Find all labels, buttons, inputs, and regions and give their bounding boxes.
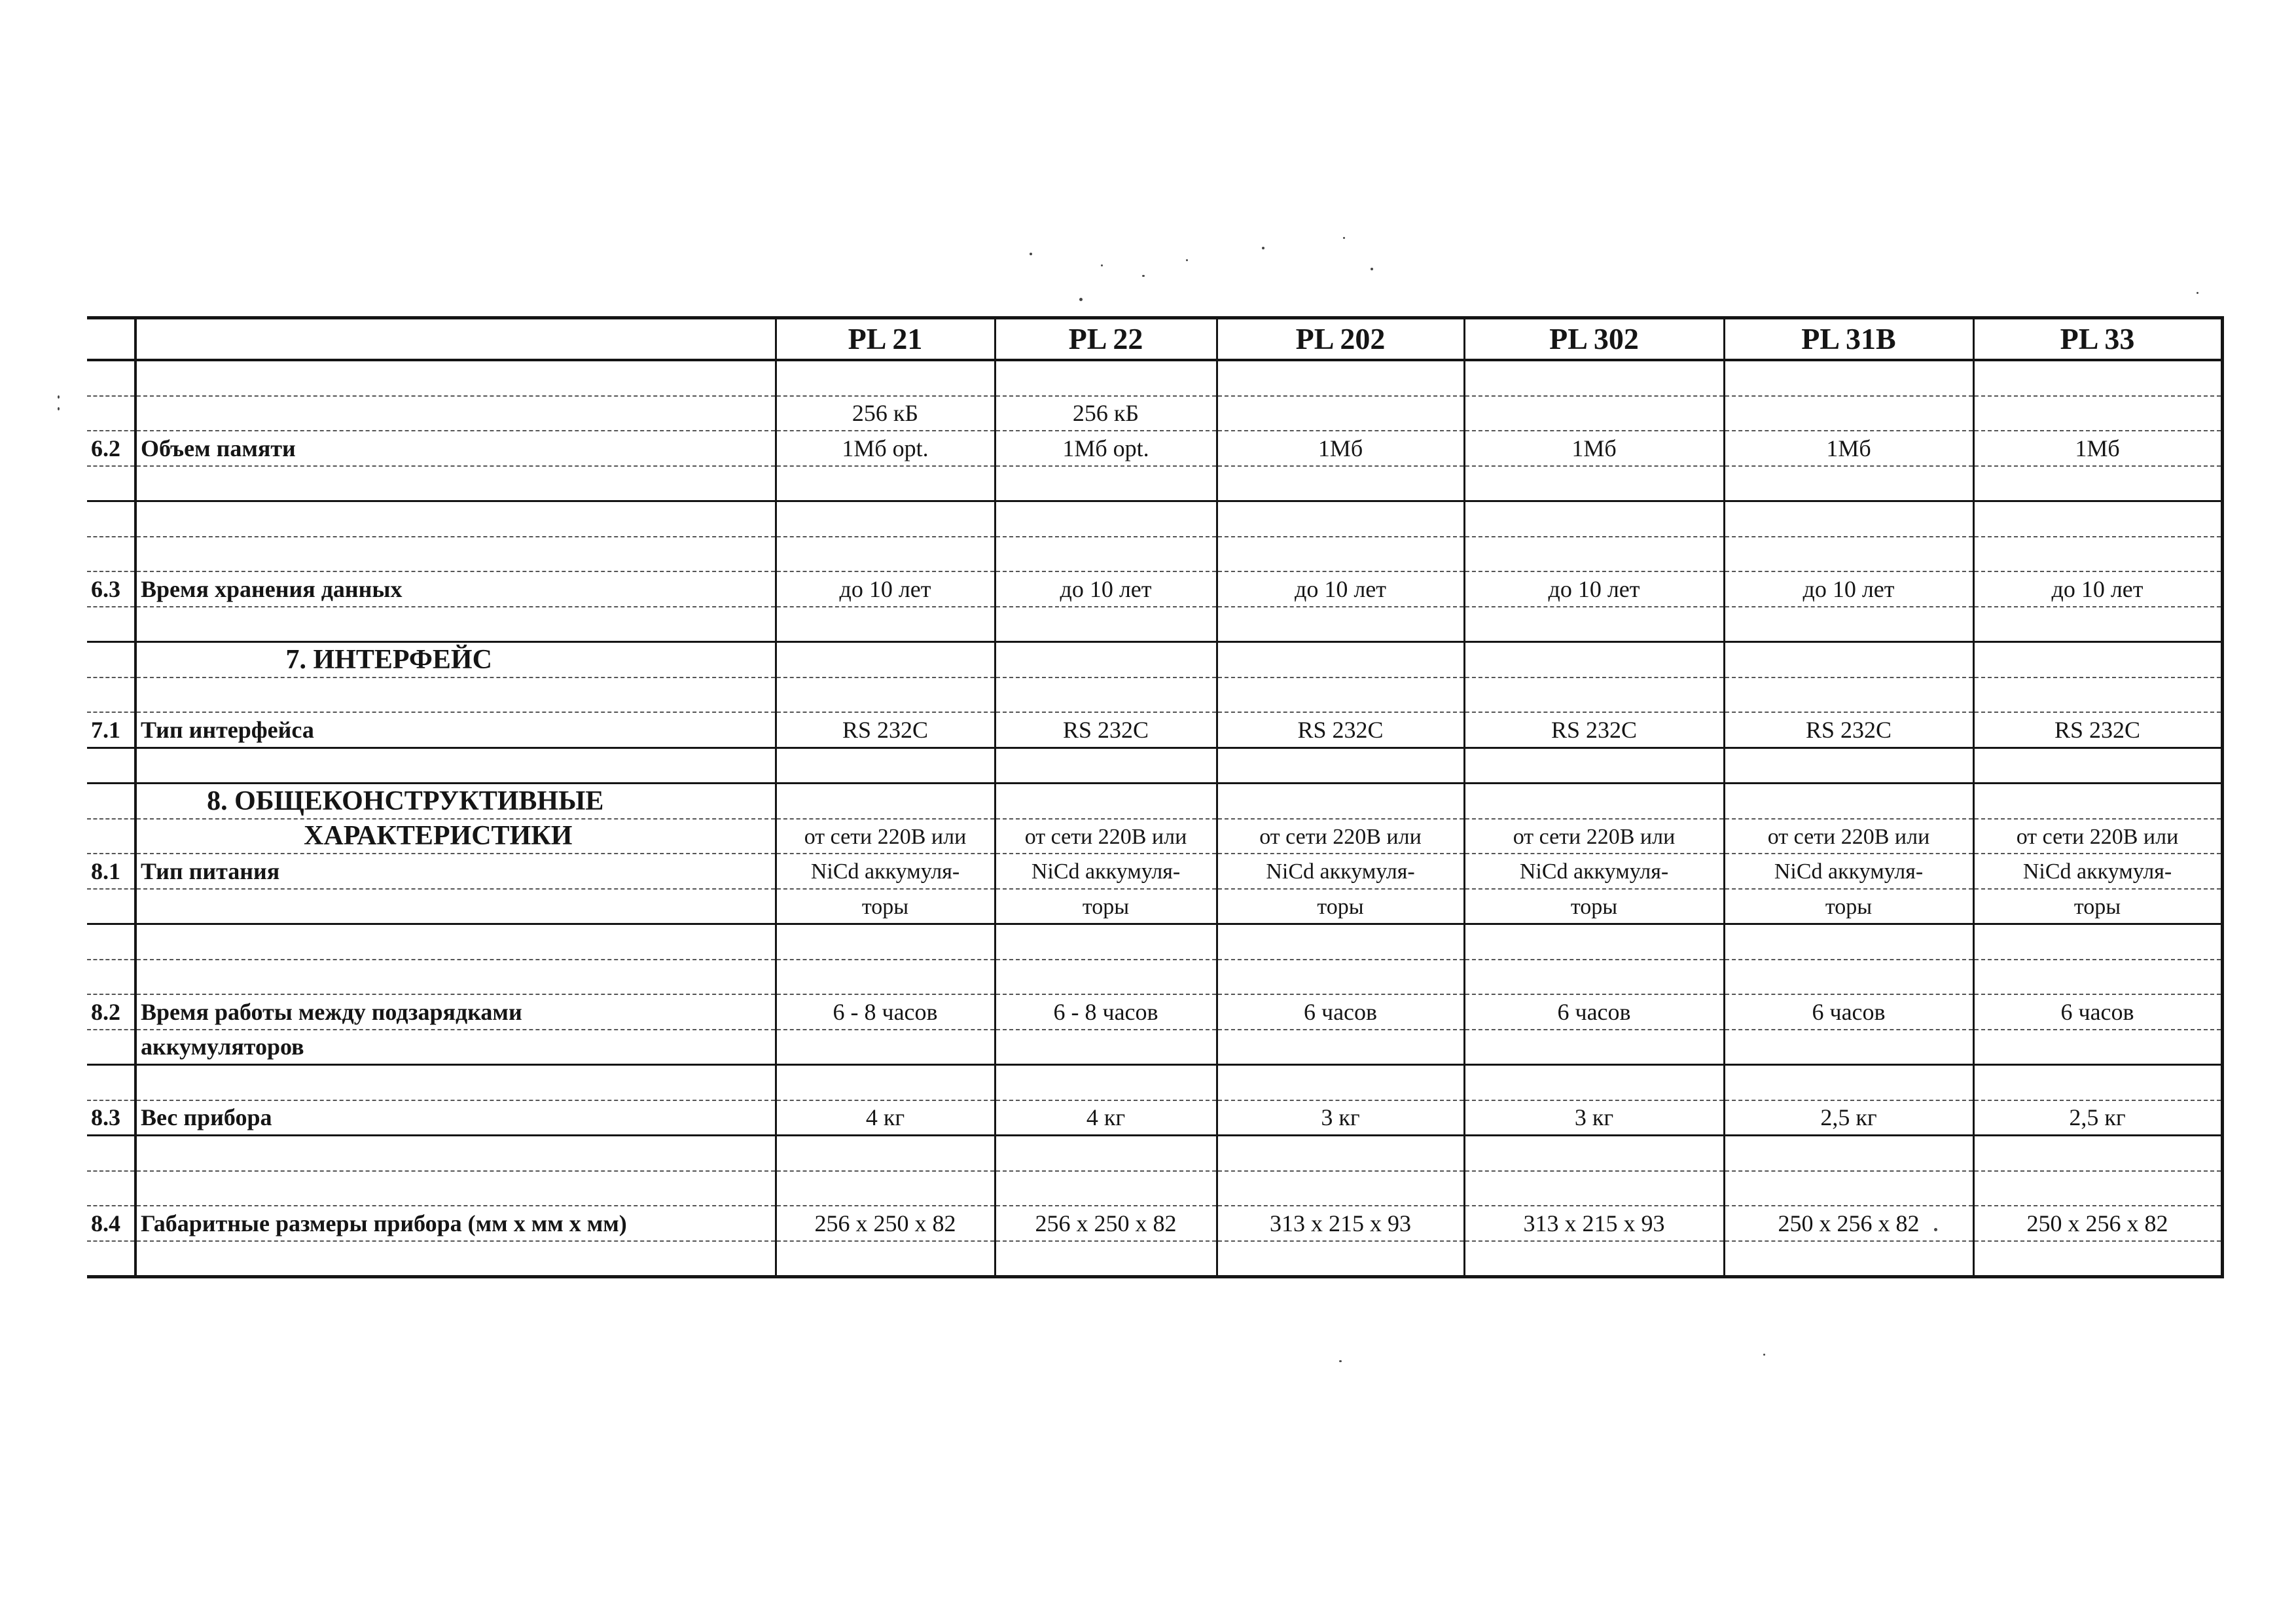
row-parameter: Объем памяти [135,431,776,466]
table-row [87,960,2222,995]
table-row [87,360,2222,396]
table-cell [1724,396,1973,431]
row-parameter: Габаритные размеры прибора (мм х мм х мм) [135,1206,776,1241]
table-cell: 6 часов [1724,994,1973,1030]
section-row [87,784,2222,819]
table-row [87,889,2222,924]
table-cell: до 10 лет [1973,571,2222,607]
scan-speck [1186,259,1188,261]
row-parameter: Время работы между подзарядками [135,994,776,1030]
table-row [87,501,2222,537]
table-row [87,1030,2222,1065]
table-cell: RS 232C [1724,712,1973,748]
section-title-general-line2: ХАРАКТЕРИСТИКИ [135,819,776,854]
scan-speck [1142,275,1145,277]
table-cell: от сети 220В или [1464,819,1724,854]
table-cell [1973,396,2222,431]
table-cell: 256 х 250 х 82 [995,1206,1217,1241]
table-row [87,677,2222,713]
table-cell: NiCd аккумуля- [1217,854,1464,889]
table-row [87,854,2222,889]
scan-speck [1101,264,1103,266]
table-cell: до 10 лет [1724,571,1973,607]
table-cell: RS 232C [1217,712,1464,748]
section-title-interface: 7. ИНТЕРФЕЙС [135,642,776,677]
table-cell: до 10 лет [1217,571,1464,607]
table-cell: 1Мб [1973,431,2222,466]
table-row [87,712,2222,748]
header-cell-model: PL 33 [1973,318,2222,361]
row-number: 8.4 [87,1206,135,1241]
scan-speck [1763,1354,1765,1356]
table-cell [1217,396,1464,431]
table-cell: 1Мб [1217,431,1464,466]
table-cell: NiCd аккумуля- [995,854,1217,889]
table-cell: NiCd аккумуля- [776,854,995,889]
table-cell: NiCd аккумуля- [1464,854,1724,889]
scan-speck [1262,247,1265,249]
table-cell: торы [995,889,1217,924]
table-row [87,994,2222,1030]
row-parameter: Тип интерфейса [135,712,776,748]
header-cell-model: PL 21 [776,318,995,361]
table-cell: 1Мб [1724,431,1973,466]
scan-speck [58,407,60,410]
table-row [87,571,2222,607]
table-cell: RS 232C [995,712,1217,748]
table-cell: 250 х 256 х 82 [1973,1206,2222,1241]
table-row [87,924,2222,960]
table-cell: 256 кБ [776,396,995,431]
table-cell: 4 кг [776,1100,995,1136]
table-cell: торы [776,889,995,924]
row-number [87,396,135,431]
table-cell: до 10 лет [1464,571,1724,607]
header-cell-parameter [135,318,776,361]
table-cell [1464,396,1724,431]
scan-speck [58,395,60,399]
row-number: 8.2 [87,994,135,1030]
table-row [87,607,2222,642]
row-parameter [135,396,776,431]
table-cell: от сети 220В или [1724,819,1973,854]
table-row [87,396,2222,431]
header-cell-model: PL 31B [1724,318,1973,361]
table-row [87,1065,2222,1100]
table-row [87,537,2222,572]
table-cell: 2,5 кг [1973,1100,2222,1136]
row-number: 6.3 [87,571,135,607]
scan-speck [1339,1360,1342,1362]
table-row [87,1100,2222,1136]
section-row [87,642,2222,677]
specification-table [87,316,2224,1278]
header-cell-model: PL 302 [1464,318,1724,361]
scan-speck [2197,292,2198,294]
table-cell: 256 х 250 х 82 [776,1206,995,1241]
table-row [87,1136,2222,1171]
row-parameter: Тип питания [135,854,776,889]
row-number: 7.1 [87,712,135,748]
row-parameter: Вес прибора [135,1100,776,1136]
table-cell: 2,5 кг [1724,1100,1973,1136]
row-number: 8.3 [87,1100,135,1136]
table-cell: NiCd аккумуля- [1724,854,1973,889]
table-row [87,1206,2222,1241]
table-row [87,819,2222,854]
table-cell: торы [1973,889,2222,924]
scan-speck [1343,237,1345,239]
table-cell: 3 кг [1217,1100,1464,1136]
table-cell: 6 - 8 часов [776,994,995,1030]
table-row [87,431,2222,466]
table-cell: 256 кБ [995,396,1217,431]
table-cell: 6 часов [1217,994,1464,1030]
row-number: 8.1 [87,854,135,889]
table-cell: от сети 220В или [1217,819,1464,854]
table-row [87,1171,2222,1206]
table-cell: до 10 лет [995,571,1217,607]
table-cell: торы [1217,889,1464,924]
table-cell: 6 часов [1973,994,2222,1030]
table-cell: от сети 220В или [1973,819,2222,854]
table-cell: 4 кг [995,1100,1217,1136]
table-cell: от сети 220В или [995,819,1217,854]
table-row [87,748,2222,784]
table-cell: 250 х 256 х 82 [1724,1206,1973,1241]
table-cell: RS 232C [1464,712,1724,748]
table-cell: торы [1724,889,1973,924]
table-header-row [87,318,2222,361]
header-cell-model: PL 202 [1217,318,1464,361]
row-number: 6.2 [87,431,135,466]
table-cell: RS 232C [776,712,995,748]
table-cell: 1Мб opt. [995,431,1217,466]
table-row [87,466,2222,501]
table-cell: от сети 220В или [776,819,995,854]
table-cell: до 10 лет [776,571,995,607]
section-title-general: 8. ОБЩЕКОНСТРУКТИВНЫЕ [135,784,776,819]
scan-speck [1371,268,1373,270]
header-cell-model: PL 22 [995,318,1217,361]
table-cell: торы [1464,889,1724,924]
table-cell: NiCd аккумуля- [1973,854,2222,889]
table-cell: 3 кг [1464,1100,1724,1136]
table-cell: 313 х 215 х 93 [1464,1206,1724,1241]
table-cell: RS 232C [1973,712,2222,748]
table-row [87,1241,2222,1277]
table-cell: 1Мб opt. [776,431,995,466]
table-cell: 1Мб [1464,431,1724,466]
row-parameter-continuation: аккумуляторов [135,1030,776,1065]
scan-speck [1079,298,1083,301]
table-cell: 313 х 215 х 93 [1217,1206,1464,1241]
scan-speck [1030,253,1032,255]
table-cell: 6 часов [1464,994,1724,1030]
table-cell: 6 - 8 часов [995,994,1217,1030]
row-parameter: Время хранения данных [135,571,776,607]
header-cell-number [87,318,135,361]
